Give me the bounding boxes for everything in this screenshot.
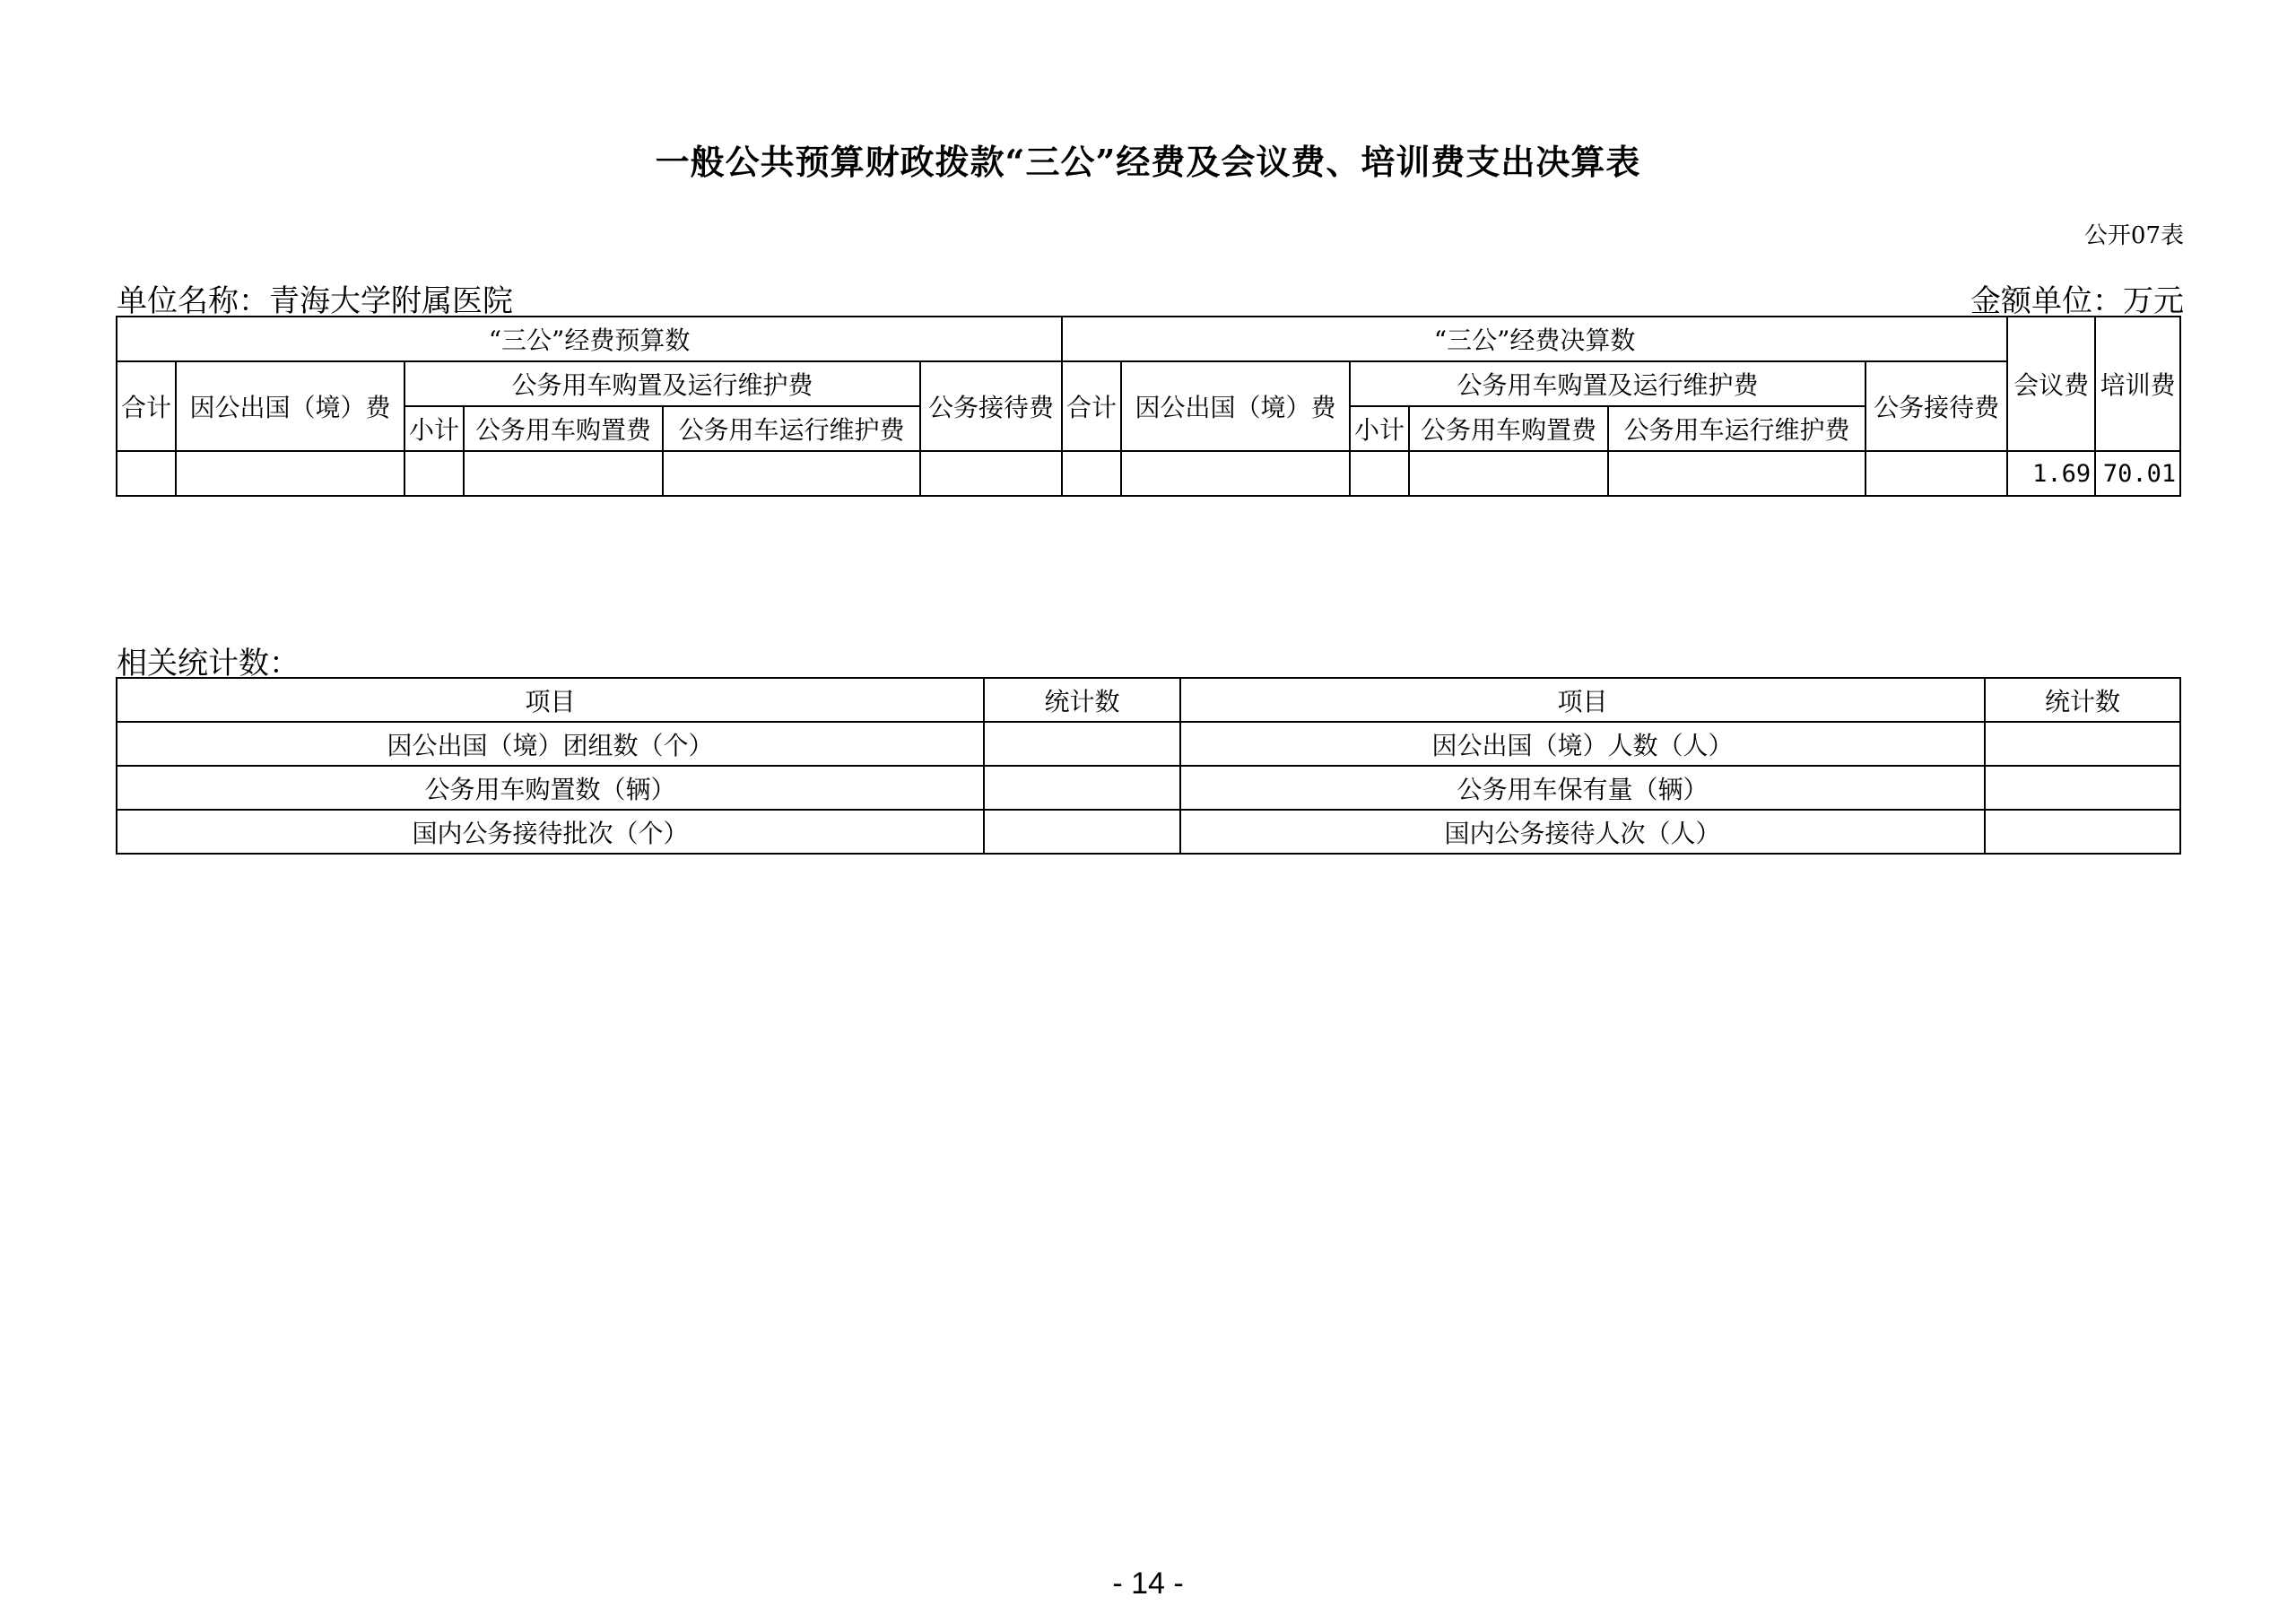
training-cell: 70.01	[2095, 451, 2180, 496]
expense-table	[116, 316, 2181, 497]
stats-item-header: 项目	[1180, 678, 1985, 722]
budget-purchase-header: 公务用车购置费	[464, 406, 663, 451]
stats-label: 相关统计数：	[117, 646, 300, 681]
final-purchase-header: 公务用车购置费	[1409, 406, 1608, 451]
table-row	[117, 810, 2180, 854]
page-title: 一般公共预算财政拨款“三公”经费及会议费、培训费支出决算表	[655, 142, 1641, 182]
budget-group-header: “三公”经费预算数	[117, 317, 1062, 361]
stats-item-header: 项目	[117, 678, 984, 722]
final-purchase-cell	[1409, 451, 1608, 496]
table-row	[117, 451, 2180, 496]
budget-abroad-cell	[176, 451, 404, 496]
final-total-header: 合计	[1062, 361, 1121, 451]
final-operation-header: 公务用车运行维护费	[1608, 406, 1866, 451]
budget-reception-cell	[920, 451, 1062, 496]
stats-count-cell	[984, 810, 1180, 854]
stats-count-cell	[984, 766, 1180, 810]
final-abroad-cell	[1121, 451, 1350, 496]
budget-operation-header: 公务用车运行维护费	[663, 406, 920, 451]
unit-name: 单位名称：青海大学附属医院	[117, 283, 513, 319]
budget-abroad-header: 因公出国（境）费	[176, 361, 404, 451]
stats-item-cell: 因公出国（境）人数（人）	[1180, 722, 1985, 766]
stats-item-cell: 国内公务接待批次（个）	[117, 810, 984, 854]
meeting-cell: 1.69	[2007, 451, 2095, 496]
final-vehicle-header: 公务用车购置及运行维护费	[1350, 361, 1866, 406]
budget-vehicle-header: 公务用车购置及运行维护费	[404, 361, 920, 406]
budget-total-cell	[117, 451, 176, 496]
stats-table	[116, 677, 2181, 855]
stats-count-cell	[1985, 722, 2180, 766]
stats-count-cell	[984, 722, 1180, 766]
stats-item-cell: 国内公务接待人次（人）	[1180, 810, 1985, 854]
final-subtotal-cell	[1350, 451, 1409, 496]
final-operation-cell	[1608, 451, 1866, 496]
stats-item-cell: 公务用车购置数（辆）	[117, 766, 984, 810]
final-subtotal-header: 小计	[1350, 406, 1409, 451]
amount-unit: 金额单位：万元	[1970, 283, 2184, 319]
table-code: 公开07表	[2083, 222, 2184, 249]
budget-operation-cell	[663, 451, 920, 496]
meeting-header: 会议费	[2007, 317, 2095, 451]
final-reception-cell	[1866, 451, 2007, 496]
stats-item-cell: 因公出国（境）团组数（个）	[117, 722, 984, 766]
budget-subtotal-cell	[404, 451, 464, 496]
final-total-cell	[1062, 451, 1121, 496]
stats-count-cell	[1985, 766, 2180, 810]
stats-item-cell: 公务用车保有量（辆）	[1180, 766, 1985, 810]
final-abroad-header: 因公出国（境）费	[1121, 361, 1350, 451]
stats-count-header: 统计数	[1985, 678, 2180, 722]
final-group-header: “三公”经费决算数	[1062, 317, 2007, 361]
budget-purchase-cell	[464, 451, 663, 496]
stats-count-header: 统计数	[984, 678, 1180, 722]
page-number: - 14 -	[1112, 1567, 1184, 1601]
stats-count-cell	[1985, 810, 2180, 854]
budget-reception-header: 公务接待费	[920, 361, 1062, 451]
final-reception-header: 公务接待费	[1866, 361, 2007, 451]
budget-subtotal-header: 小计	[404, 406, 464, 451]
table-row	[117, 722, 2180, 766]
table-row	[117, 766, 2180, 810]
budget-total-header: 合计	[117, 361, 176, 451]
training-header: 培训费	[2095, 317, 2180, 451]
